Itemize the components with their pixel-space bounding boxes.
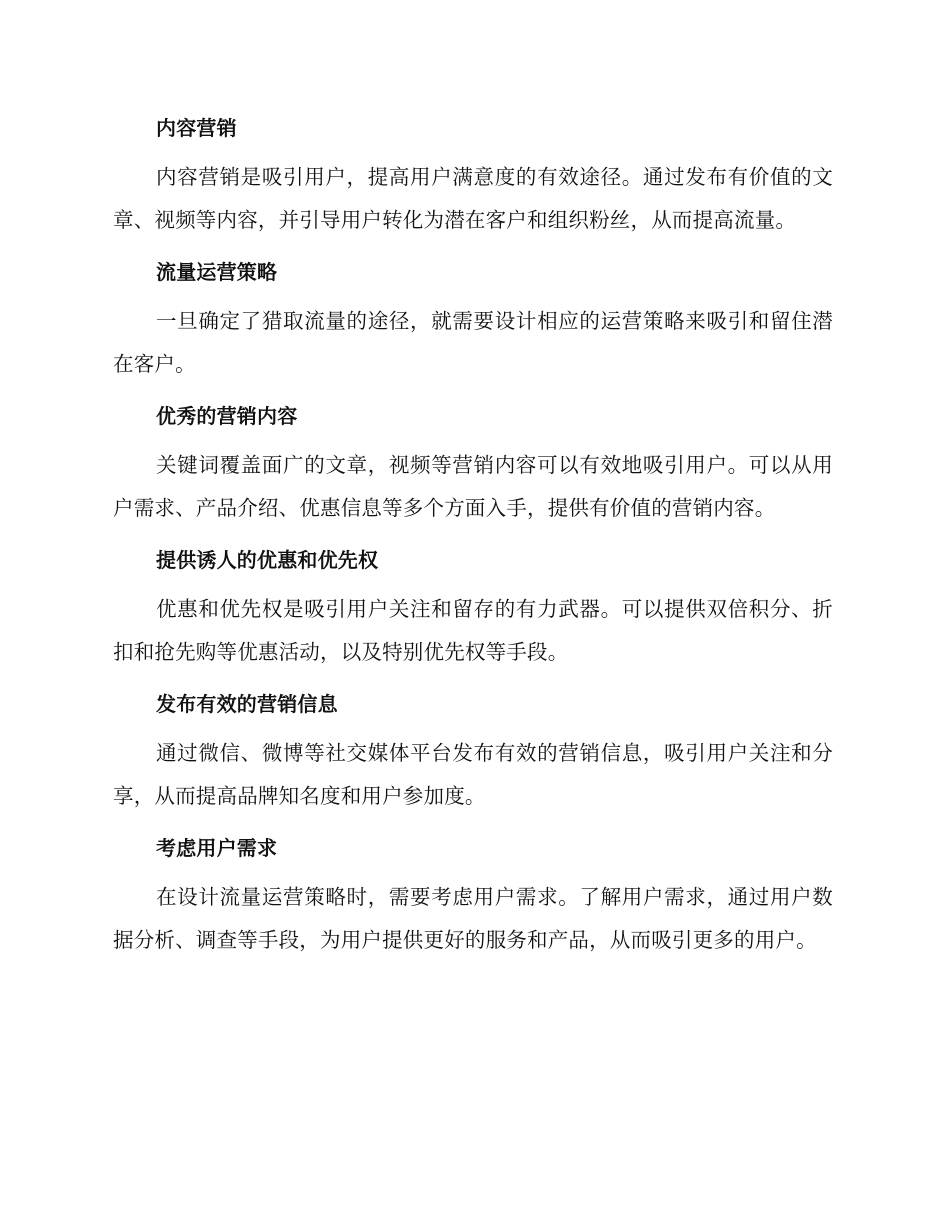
section-traffic-strategy	[113, 254, 833, 386]
section-paragraph: 在设计流量运营策略时，需要考虑用户需求。了解用户需求，通过用户数据分析、调查等手段，为用户提供更好的服务和产品，从而吸引更多的用户。	[113, 885, 833, 952]
section-quality-content	[113, 398, 833, 530]
section-user-needs	[113, 830, 833, 962]
section-offers-priority	[113, 542, 833, 674]
section-heading: 提供诱人的优惠和优先权	[156, 548, 379, 572]
section-heading: 考虑用户需求	[156, 836, 278, 860]
section-paragraph: 内容营销是吸引用户，提高用户满意度的有效途径。通过发布有价值的文章、视频等内容，并引导用户转化为潜在客户和组织粉丝，从而提高流量。	[113, 165, 833, 232]
section-content-marketing	[113, 110, 833, 242]
section-marketing-info	[113, 686, 833, 818]
section-paragraph: 一旦确定了猎取流量的途径，就需要设计相应的运营策略来吸引和留住潜在客户。	[113, 309, 833, 376]
section-heading: 发布有效的营销信息	[156, 692, 338, 716]
section-heading: 流量运营策略	[156, 260, 278, 284]
document-body	[113, 110, 833, 974]
section-heading: 优秀的营销内容	[156, 404, 298, 428]
section-paragraph: 通过微信、微博等社交媒体平台发布有效的营销信息，吸引用户关注和分享，从而提高品牌知名度和用户参加度。	[113, 741, 833, 808]
section-paragraph: 关键词覆盖面广的文章，视频等营销内容可以有效地吸引用户。可以从用户需求、产品介绍、优惠信息等多个方面入手，提供有价值的营销内容。	[113, 453, 833, 520]
section-paragraph: 优惠和优先权是吸引用户关注和留存的有力武器。可以提供双倍积分、折扣和抢先购等优惠活动，以及特别优先权等手段。	[113, 597, 833, 664]
section-heading: 内容营销	[156, 116, 237, 140]
